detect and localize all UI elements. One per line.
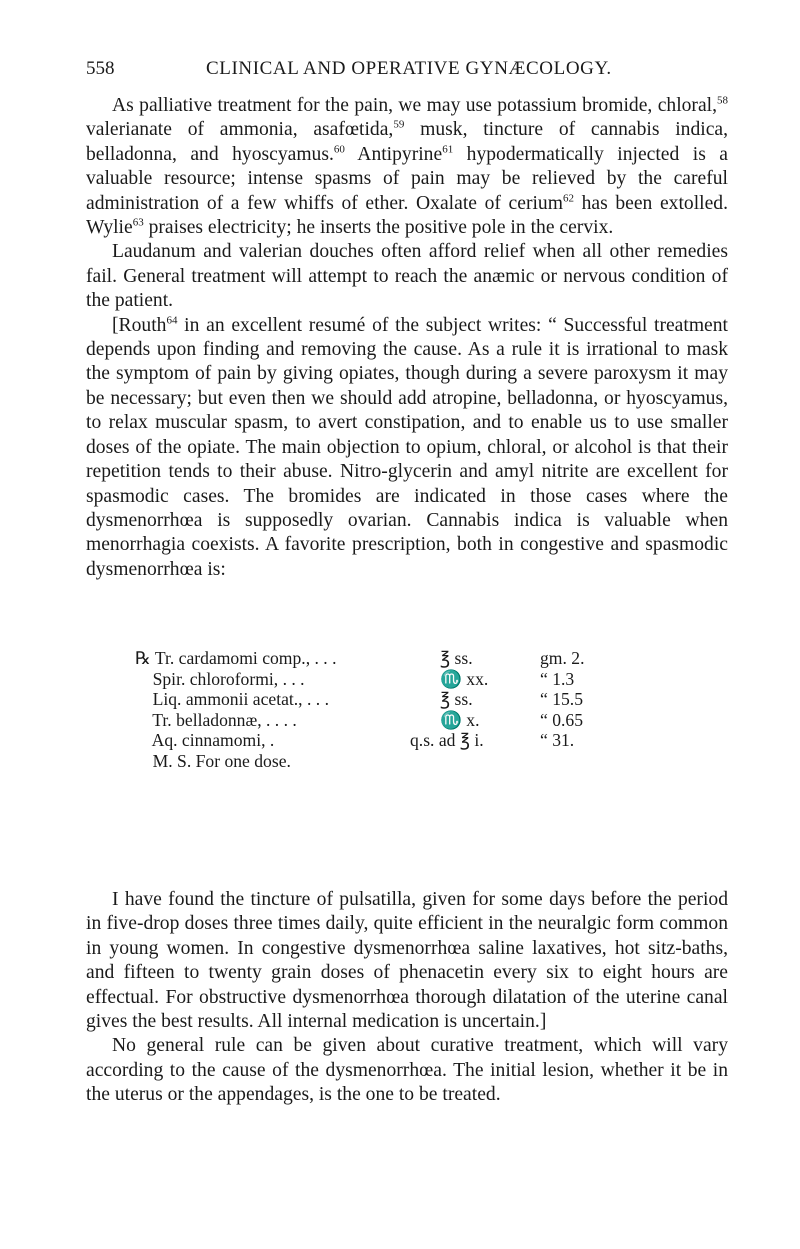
prescription-signature (135, 751, 735, 772)
paragraph-curative-treatment: No general rule can be given about curative treatment, which will vary according to the cause of the dysmenorrhœa. The initial lesion, whether it be in the uterus or the appendages, is the one to be treated. (86, 1035, 728, 1106)
footnote-ref[interactable]: 61 (442, 143, 454, 156)
text-run: Antipyrine (344, 143, 443, 165)
text-run: As palliative treatment for the pain, we may use potassium bromide, chloral, (112, 95, 717, 116)
text-run: praises electricity; he inserts the positive pole in the cervix. (143, 217, 614, 239)
prescription-row (135, 710, 735, 731)
footnote-ref[interactable]: 58 (717, 94, 728, 107)
text-run: hypodermatically injected is a valuable resource; intense spasms of pain may be relieved by the careful administration of a few whiffs of ether. Oxalate of cerium (86, 143, 729, 214)
paragraph-routh-quote (86, 314, 728, 582)
body-text-lower (86, 888, 728, 1108)
prescription-row (135, 730, 735, 751)
footnote-ref[interactable]: 62 (562, 192, 574, 205)
ingredient-quantity: ♏ xx. (440, 668, 489, 689)
ingredient-grams: “ 0.65 (540, 709, 583, 730)
ingredient-name: Spir. chloroformi, . . . (135, 668, 305, 689)
ingredient-quantity: ℥ ss. (440, 689, 473, 709)
footnote-ref[interactable]: 63 (132, 216, 144, 229)
ingredient-quantity: ♏ x. (440, 709, 480, 730)
ingredient-quantity: q.s. ad ℥ i. (410, 730, 484, 750)
footnote-ref[interactable]: 59 (393, 118, 405, 131)
footnote-ref[interactable]: 64 (166, 314, 178, 327)
page-header (86, 58, 726, 82)
ingredient-grams: “ 31. (540, 730, 575, 750)
ingredient-grams: gm. 2. (540, 648, 585, 668)
text-run: [Routh (112, 314, 167, 336)
ingredient-name: ℞ Tr. cardamomi comp., . . . (135, 648, 337, 668)
prescription-row (135, 689, 735, 710)
text-run: has been extolled. Wylie (86, 192, 728, 239)
signature-text: M. S. For one dose. (135, 750, 291, 771)
prescription-row (135, 648, 735, 669)
footnote-ref[interactable]: 60 (333, 143, 345, 156)
ingredient-grams: “ 15.5 (540, 689, 583, 709)
prescription-row (135, 669, 735, 690)
body-text-upper (86, 94, 728, 582)
running-head: CLINICAL AND OPERATIVE GYNÆCOLOGY. (206, 58, 612, 79)
paragraph-laudanum: Laudanum and valerian douches often afford relief when all other remedies fail. General treatment will attempt to reach the anæmic or nervous condition of the patient. (86, 241, 728, 312)
text-run: valerianate of ammonia, asafœtida, (86, 119, 394, 141)
text-run: in an excellent resumé of the subject writes: “ Successful treatment depends upon finding and removing the cause. As a rule it is irrational to mask the symptom of pain by giving opiates, though during a severe paroxysm it may be necessary; but even then we should add atropine, belladonna, or hyoscyamus, to relax muscular spasm, to avert constipation, and to enable us to use smaller doses of the opiate. The main objection to opium, chloral, or alcohol is that their repetition tends to their abuse. Nitro-glycerin and amyl nitrite are excellent for spasmodic cases. The bromides are indicated in those cases where the dysmenorrhœa is supposedly ovarian. Cannabis indica is valuable when menorrhagia coexists. A favorite prescription, both in congestive and spasmodic dysmenorrhœa is: (86, 314, 728, 580)
ingredient-quantity: ℥ ss. (440, 648, 473, 668)
ingredient-name: Liq. ammonii acetat., . . . (135, 689, 329, 709)
prescription-block (135, 648, 735, 771)
ingredient-grams: “ 1.3 (540, 668, 575, 689)
ingredient-name: Aq. cinnamomi, . (135, 730, 275, 750)
ingredient-name: Tr. belladonnæ, . . . . (135, 709, 297, 730)
paragraph-pulsatilla: I have found the tincture of pulsatilla, given for some days before the period in five-drop doses three times daily, quite efficient in the neuralgic form common in young women. In congestive dysmenorrhœa saline laxatives, hot sitz-baths, and fifteen to twenty grain doses of phenacetin every six to eight hours are effectual. For obstructive dysmenorrhœa thorough dilatation of the uterine canal gives the best results. All internal medication is uncertain.] (86, 889, 728, 1033)
page-number: 558 (86, 58, 115, 79)
text-run: musk, tincture of cannabis indica, belladonna, and hyoscyamus. (86, 119, 729, 165)
paragraph-palliative-treatment (86, 94, 728, 240)
